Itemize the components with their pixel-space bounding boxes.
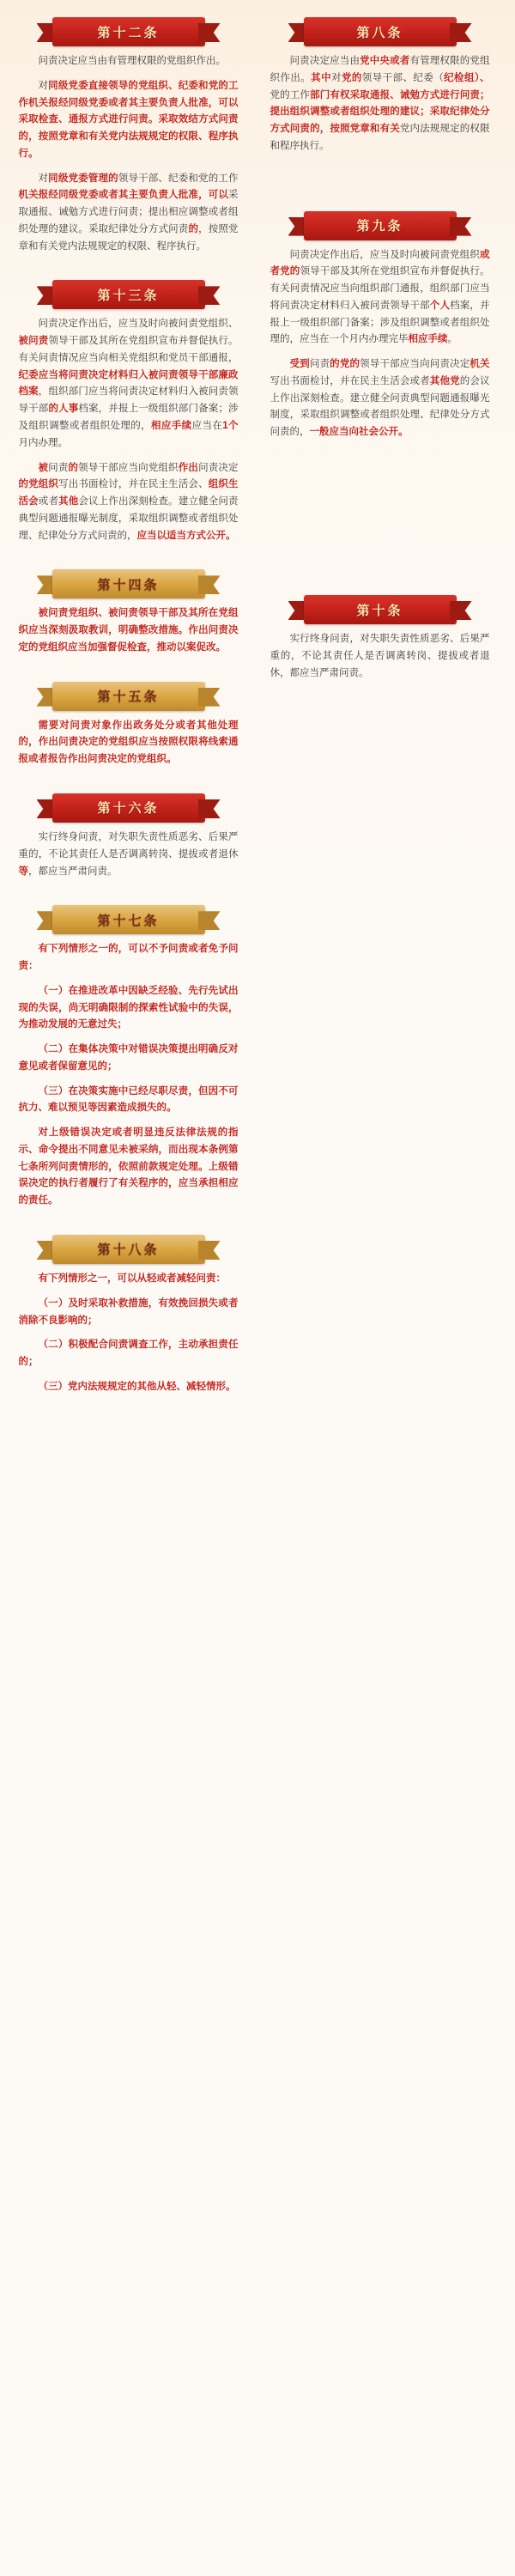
- body-text: 问责决定应当由有管理权限的党组织作出。: [38, 56, 226, 66]
- body-text: 会议上作出深刻检查。建立健全问责典型问题通报曝光制度，采取组织调整或者组织处理、纪律处分方式问责的，: [18, 496, 239, 541]
- emphasis-text: 其中: [311, 72, 332, 83]
- emphasis-text: （一）及时采取补救措施，有效挽回损失或者消除不良影响的；: [18, 1297, 239, 1326]
- emphasis-text: 同级党委直接领导的党组织、纪委和党的工作机关报经同级党委或者其主要负责人批准，可以采取检查、通报方式进行问责。采取效结方式问责的，按照党章和有关党内法规规定的权限、程序执行。: [18, 80, 239, 159]
- body-text: 的会议上作出深刻检查。建立健全问责典型问题通报曝光制度，采取组织调整或者组织处理、纪律处分方式问责的，: [270, 375, 490, 438]
- section-card: [10, 50, 247, 275]
- section-paragraph: [19, 171, 239, 256]
- section-card: [262, 244, 499, 461]
- emphasis-text: 的: [188, 223, 199, 234]
- body-text: 问责: [309, 359, 330, 370]
- ribbon-right-tail: [450, 23, 472, 42]
- ribbon-right-tail: [198, 911, 221, 930]
- emphasis-text: （二）积极配合问责调查工作，主动承担责任的；: [18, 1340, 239, 1368]
- ribbon-right-tail: [450, 217, 472, 236]
- emphasis-text: 部门有权采取通报、诫勉方式进行问责；提出组织调整或者组织处理的建议；采取纪律处分方式问责的，按照党章和: [270, 89, 490, 135]
- body-text: 党的工作: [270, 89, 311, 100]
- section-paragraph: [19, 460, 239, 545]
- emphasis-text: 其他: [58, 496, 79, 507]
- body-text: 实行终身问责，对失职失责性质恶劣、后果严重的，不论其责任人是否调离转岗、提拔或者退休，都应当严肃问责。: [270, 634, 490, 678]
- section-paragraph: [19, 1125, 239, 1210]
- section-card: [10, 938, 247, 1230]
- section-card: [262, 50, 499, 175]
- ribbon-body: [52, 17, 205, 46]
- section-banner: [37, 682, 221, 711]
- body-text: ，按照党章和有关党内法规规定的权限、程序执行。: [18, 223, 239, 252]
- section-paragraph: [19, 1042, 239, 1076]
- emphasis-text: 纪委应当将问责决定材料归入被问责领导干部廉政档案: [18, 369, 239, 398]
- section-paragraph: [19, 829, 239, 880]
- emphasis-text: 有下列情形之一，可以从轻或者减轻问责：: [38, 1273, 226, 1284]
- emphasis-text: 对上级错误决定或者明显违反法律法规的指示、命令提出不同意见未被采纳，而出现本条例第七条所列问责情形的，依照前款规定处理。上级错误决定的执行者履行了有关程序的，应当承担相应的责任。: [18, 1127, 239, 1206]
- section-paragraph: [19, 1337, 239, 1371]
- emphasis-text: 1个: [222, 421, 239, 432]
- left-column: [7, 12, 250, 1416]
- ribbon-right-tail: [198, 286, 221, 305]
- section-card: [10, 602, 247, 676]
- body-text: 应当在: [191, 421, 223, 432]
- section-paragraph: [19, 53, 239, 70]
- section-title: 第九条: [356, 219, 403, 234]
- emphasis-text: 的党组织: [18, 479, 59, 490]
- section-banner: [288, 211, 472, 240]
- ribbon-body: [304, 595, 457, 624]
- section-paragraph: [19, 983, 239, 1034]
- section-banner: [37, 280, 221, 309]
- body-text: 问责决定作出后，应当及时向被问责党组织: [289, 249, 480, 260]
- emphasis-text: 其他党: [429, 375, 460, 386]
- section-paragraph: [19, 1379, 239, 1396]
- emphasis-text: 党的: [341, 72, 362, 83]
- body-text: ，都应当严肃问责。: [28, 866, 118, 877]
- section-banner: [37, 905, 221, 934]
- ribbon-right-tail: [198, 688, 221, 707]
- body-text: 。: [447, 334, 457, 345]
- ribbon-right-tail: [198, 1241, 221, 1260]
- emphasis-text: 相应手续: [408, 334, 448, 345]
- section-title: 第十条: [356, 603, 403, 618]
- section-card: [262, 628, 499, 702]
- section-title: 第八条: [356, 25, 403, 40]
- emphasis-text: 需要对问责对象作出政务处分或者其他处理的，作出问责决定的党组织应当按照权限将线索通报或者报告作出问责决定的党组织。: [18, 720, 239, 765]
- body-text: 对: [38, 173, 49, 184]
- emphasis-text: 被问责: [18, 336, 49, 347]
- body-text: 党内法规规定的权限和程序执行。: [270, 124, 490, 151]
- emphasis-text: 相应手续: [151, 421, 192, 432]
- emphasis-text: 或者党的: [270, 249, 490, 277]
- section-paragraph: [19, 1084, 239, 1118]
- section-title: 第十六条: [97, 801, 160, 817]
- section-paragraph: [19, 605, 239, 656]
- ribbon-body: [52, 1235, 205, 1264]
- section-paragraph: [19, 1271, 239, 1288]
- section-title: 第十五条: [97, 690, 160, 705]
- body-text: 实行终身问责，对失职失责性质恶劣、后果严重的，不论其责任人是否调离转岗、提拔或者退休: [18, 831, 239, 860]
- section-paragraph: [270, 247, 490, 349]
- body-text: 问责决定应当由: [289, 56, 360, 66]
- emphasis-text: 的党的: [330, 359, 360, 370]
- ribbon-right-tail: [198, 575, 221, 594]
- ribbon-body: [52, 682, 205, 711]
- emphasis-text: 等: [18, 866, 28, 877]
- emphasis-text: 党中央或者: [360, 56, 410, 66]
- section-paragraph: [270, 53, 490, 155]
- section-banner: [37, 1235, 221, 1264]
- emphasis-text: 被: [38, 462, 49, 473]
- ribbon-right-tail: [198, 799, 221, 818]
- ribbon-body: [52, 905, 205, 934]
- emphasis-text: （二）在集体决策中对错误决策提出明确反对意见或者保留意见的；: [18, 1044, 239, 1072]
- emphasis-text: 受到: [289, 359, 310, 370]
- section-card: [10, 313, 247, 564]
- ribbon-body: [304, 17, 457, 46]
- body-text: 领导干部、纪委（: [361, 72, 445, 83]
- emphasis-text: 有关: [379, 124, 400, 135]
- emphasis-text: 的人事: [48, 404, 79, 415]
- body-text: 领导干部应当向党组织: [78, 462, 179, 473]
- emphasis-text: （三）党内法规规定的其他从轻、减轻情形。: [38, 1381, 236, 1392]
- body-text: 档案，并报上一级组织部门备案；涉及组织调整或者组织处理的，: [18, 404, 239, 432]
- emphasis-text: 机关报经同级党委或者其主要负责人批准，可以: [18, 190, 228, 201]
- section-title: 第十三条: [97, 288, 160, 303]
- ribbon-body: [304, 211, 457, 240]
- section-banner: [288, 595, 472, 624]
- section-card: [10, 1267, 247, 1416]
- body-text: 采取通报、诫勉方式进行问责；提出相应调整或者组织处理的建议。采取纪律处分方式问责: [18, 190, 239, 234]
- body-text: 问责: [48, 462, 69, 473]
- body-text: 对: [38, 80, 49, 91]
- section-paragraph: [270, 356, 490, 441]
- body-text: 领导干部应当向问责决定: [360, 359, 470, 370]
- ribbon-body: [52, 569, 205, 598]
- body-text: 写出书面检讨，并在民主生活会或者: [270, 375, 430, 386]
- ribbon-body: [52, 280, 205, 309]
- emphasis-text: 个人: [429, 300, 451, 311]
- section-card: [10, 826, 247, 900]
- section-paragraph: [19, 316, 239, 452]
- section-banner: [37, 793, 221, 823]
- body-text: 写出书面检讨，并在民主生活会、: [58, 479, 209, 490]
- body-text: 对: [331, 72, 342, 83]
- emphasis-text: 有下列情形之一的，可以不予问责或者免予问责：: [18, 944, 239, 972]
- emphasis-text: 一般应当向社会公开。: [309, 427, 409, 438]
- section-banner: [37, 17, 221, 46]
- emphasis-text: （三）在决策实施中已经尽职尽责，但因不可抗力、难以预见等因素造成损失的。: [18, 1085, 239, 1114]
- body-text: 领导干部及其所在党组织宣布并督促执行。有关问责情况应当向组织部门通报，组织部门应当将问责决定材料归入被问责领导干部: [270, 266, 490, 311]
- emphasis-text: 机关: [470, 359, 490, 370]
- emphasis-text: 纪检组）、: [444, 72, 490, 83]
- body-text: 领导干部、纪委和党的工作: [118, 173, 239, 184]
- emphasis-text: 被问责党组织、被问责领导干部及其所在党组织应当深刻汲取教训，明确整改措施。作出问责决定的党组织应当加强督促检查，推动以案促改。: [18, 608, 239, 653]
- body-text: 问责决定作出后，应当及时向被问责党组织、: [38, 319, 239, 330]
- section-title: 第十七条: [97, 913, 160, 928]
- right-column: [258, 12, 501, 702]
- section-paragraph: [19, 941, 239, 975]
- emphasis-text: 组织生活会: [18, 479, 239, 507]
- section-banner: [37, 569, 221, 598]
- emphasis-text: 的: [68, 462, 79, 473]
- section-paragraph: [19, 1296, 239, 1330]
- body-text: 档案，并报上一级组织部门备案；涉及组织调整或者组织处理的，应当在一个月内办理完毕: [270, 300, 490, 345]
- emphasis-text: 应当以适当方式公开。: [136, 530, 236, 541]
- section-paragraph: [19, 718, 239, 769]
- body-text: 有管理权限的党组织作出。: [270, 56, 490, 83]
- emphasis-text: 作出: [178, 462, 199, 473]
- emphasis-text: （一）在推进改革中因缺乏经验、先行先试出现的失误，尚无明确限制的探索性试验中的失误，为推动发展的无意过失；: [18, 985, 239, 1030]
- ribbon-body: [52, 793, 205, 823]
- ribbon-right-tail: [198, 23, 221, 42]
- section-paragraph: [19, 78, 239, 163]
- section-title: 第十八条: [97, 1242, 160, 1258]
- emphasis-text: 同级党委管理的: [48, 173, 118, 184]
- body-text: 或者: [38, 496, 59, 507]
- section-paragraph: [270, 631, 490, 682]
- ribbon-right-tail: [450, 601, 472, 620]
- body-text: 领导干部及其所在党组织宣布并督促执行。有关问责情况应当向相关党组织和党员干部通报，: [18, 336, 239, 363]
- section-title: 第十四条: [97, 577, 160, 592]
- body-text: 月内办理。: [18, 437, 68, 448]
- section-title: 第十二条: [97, 25, 160, 40]
- section-banner: [288, 17, 472, 46]
- section-card: [10, 714, 247, 788]
- body-text: ，组织部门应当将问责决定材料归入被问责领导干部: [18, 386, 239, 415]
- body-text: 问责决定: [198, 462, 239, 473]
